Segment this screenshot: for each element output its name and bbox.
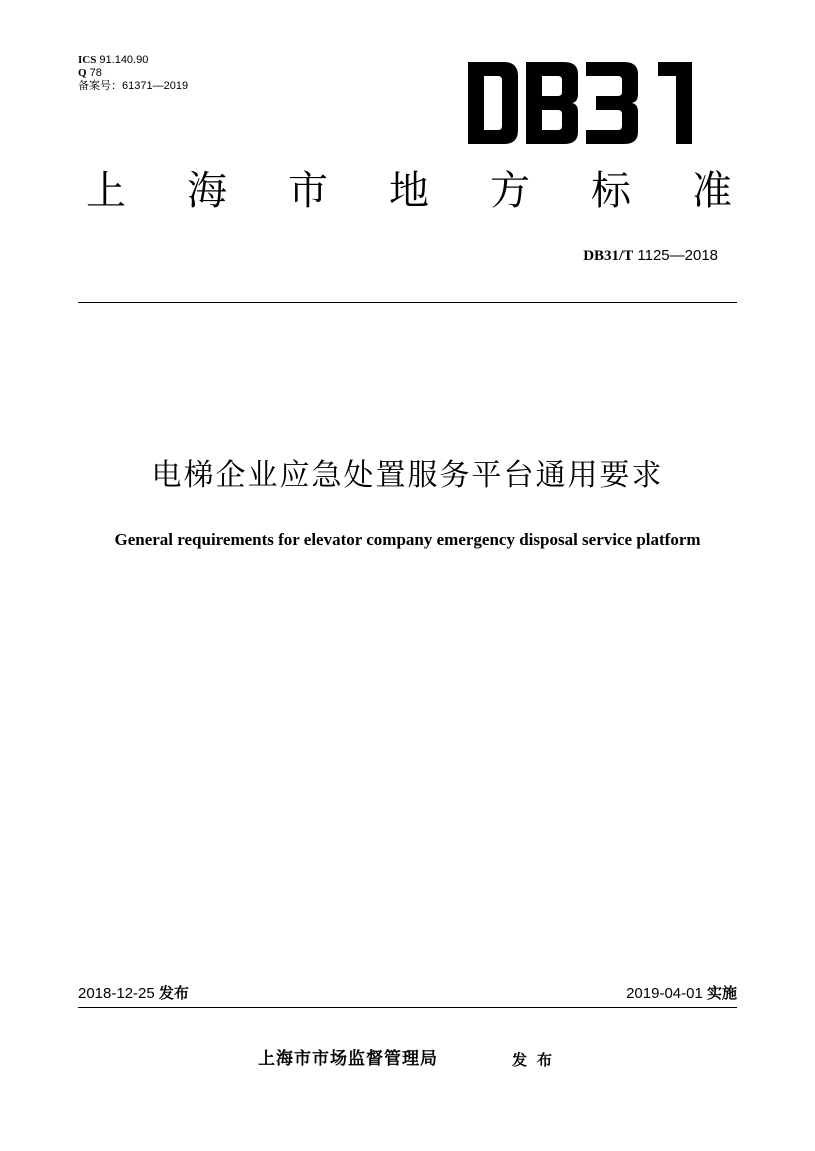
ics-label: ICS bbox=[78, 54, 97, 66]
filing-value: 61371—2019 bbox=[122, 80, 189, 92]
standard-code bbox=[583, 246, 718, 266]
implement-label: 实施 bbox=[706, 984, 737, 1002]
header-divider bbox=[78, 302, 737, 303]
standard-type-char: 海 bbox=[187, 168, 227, 214]
standard-type-char: 上 bbox=[86, 168, 126, 214]
standard-type-char: 方 bbox=[490, 168, 530, 214]
standard-code-prefix: DB31/T bbox=[583, 248, 634, 264]
ics-classification bbox=[78, 54, 148, 66]
ics-value: 91.140.90 bbox=[99, 54, 149, 66]
standard-type-char: 市 bbox=[288, 168, 328, 214]
filing-label: 备案号： bbox=[78, 80, 122, 92]
implement-date: 2019-04-01 bbox=[626, 985, 703, 1002]
issue-date: 2018-12-25 bbox=[78, 985, 155, 1002]
standard-type-char: 标 bbox=[591, 168, 631, 214]
document-title-chinese: 电梯企业应急处置服务平台通用要求 bbox=[151, 458, 664, 493]
standard-code-number: 1125—2018 bbox=[637, 247, 718, 264]
ccs-classification bbox=[78, 67, 102, 79]
footer-divider bbox=[78, 1007, 737, 1008]
document-title-english: General requirements for elevator company emergency disposal service platform bbox=[114, 530, 701, 549]
implement-date-block bbox=[626, 983, 737, 1004]
standard-type-char: 准 bbox=[692, 168, 732, 214]
standard-type-title bbox=[86, 166, 732, 216]
filing-number bbox=[78, 80, 188, 92]
issuing-action: 发布 bbox=[512, 1051, 563, 1069]
issue-label: 发布 bbox=[158, 984, 189, 1002]
standard-type-char: 地 bbox=[389, 168, 429, 214]
ccs-value: 78 bbox=[89, 67, 102, 79]
issuing-authority: 上海市市场监督管理局 bbox=[258, 1049, 438, 1069]
ccs-label: Q bbox=[78, 67, 87, 79]
db31-logo bbox=[468, 62, 692, 144]
issue-date-block bbox=[78, 983, 189, 1004]
